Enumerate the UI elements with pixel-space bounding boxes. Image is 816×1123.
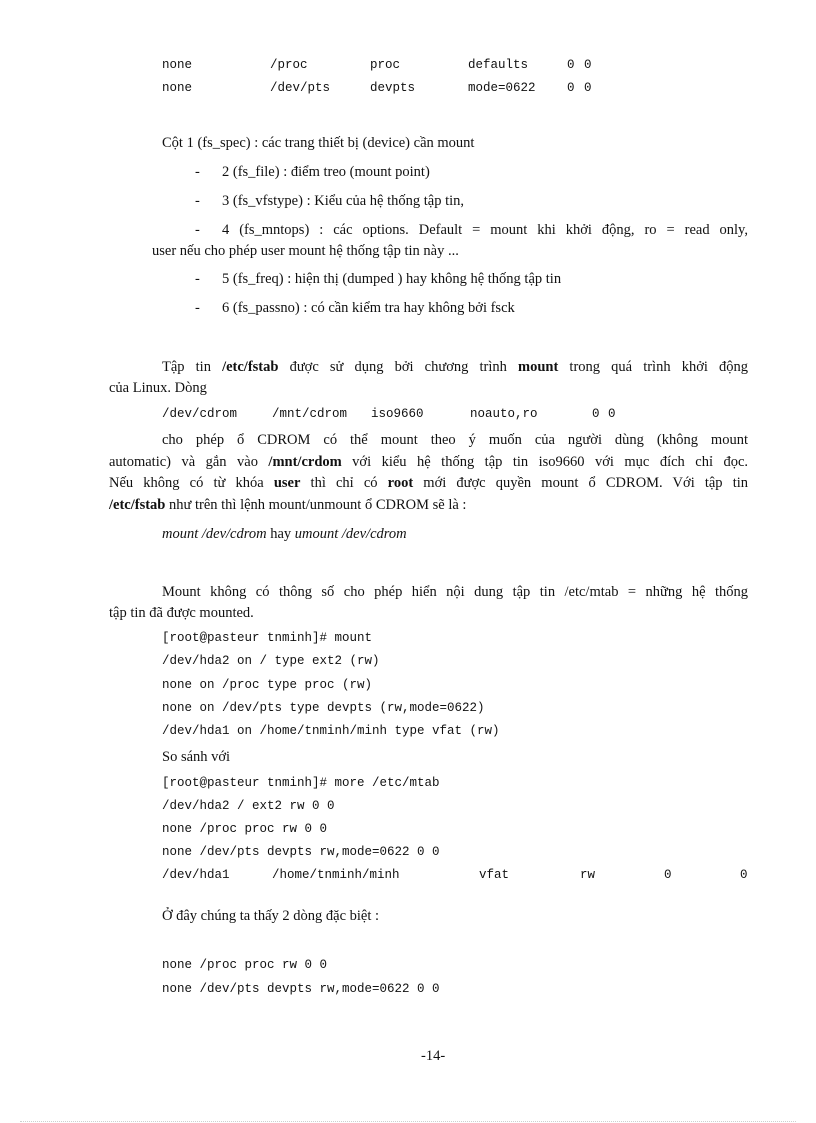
mtab-type: vfat xyxy=(479,868,510,882)
bullet-dash: - xyxy=(195,164,200,180)
mount-output-line: none on /dev/pts type devpts (rw,mode=0622) xyxy=(162,701,485,715)
bullet-dash: - xyxy=(195,271,200,287)
mtab-file: /home/tnminh/minh xyxy=(272,868,400,882)
column-2-description: 2 (fs_file) : điểm treo (mount point) xyxy=(222,164,430,180)
page-number: -14- xyxy=(421,1048,446,1064)
fstab-pass: 0 xyxy=(584,58,592,72)
fstab-opts: mode=0622 xyxy=(468,81,536,95)
mtab-output-line: /dev/hda2 / ext2 rw 0 0 xyxy=(162,799,335,813)
mount-output-line: /dev/hda1 on /home/tnminh/minh type vfat (rw) xyxy=(162,724,500,738)
paragraph-cdrom-line4: /etc/fstab như trên thì lệnh mount/unmount ổ CDROM sẽ là : xyxy=(109,497,467,513)
cdrom-file: /mnt/cdrom xyxy=(272,407,348,421)
fstab-spec: none xyxy=(162,81,193,95)
paragraph-cdrom-line3: Nếu không có từ khóa user thì chỉ có root mới được quyền mount ổ CDROM. Với tập tin xyxy=(109,475,748,491)
mtab-output-line: none /dev/pts devpts rw,mode=0622 0 0 xyxy=(162,845,440,859)
bullet-dash: - xyxy=(195,300,200,316)
column-3-description: 3 (fs_vfstype) : Kiểu của hệ thống tập tin, xyxy=(222,193,465,209)
paragraph-cdrom-line2: automatic) và gắn vào /mnt/crdom với kiểu hệ thống tập tin iso9660 với mục đích chỉ đọc. xyxy=(109,454,749,470)
mount-output-line: none on /proc type proc (rw) xyxy=(162,678,373,692)
fstab-dump: 0 xyxy=(567,58,575,72)
mtab-opts: rw xyxy=(580,868,596,882)
special-line: none /dev/pts devpts rw,mode=0622 0 0 xyxy=(162,982,440,996)
paragraph-mount-mtab-line2: tập tin đã được mounted. xyxy=(109,605,254,621)
fstab-spec: none xyxy=(162,58,193,72)
fstab-pass: 0 xyxy=(584,81,592,95)
column-5-description: 5 (fs_freq) : hiện thị (dumped ) hay không hệ thống tập tin xyxy=(222,271,562,287)
mtab-output-line: [root@pasteur tnminh]# more /etc/mtab xyxy=(162,776,440,790)
fstab-opts: defaults xyxy=(468,58,529,72)
paragraph-cdrom-line1: cho phép ổ CDROM có thể mount theo ý muốn của người dùng (không mount xyxy=(162,432,748,448)
mtab-spec: /dev/hda1 xyxy=(162,868,230,882)
fstab-file: /proc xyxy=(270,58,308,72)
cdrom-type: iso9660 xyxy=(371,407,424,421)
column-1-description: Cột 1 (fs_spec) : các trang thiết bị (device) cần mount xyxy=(162,135,475,151)
mount-output-line: [root@pasteur tnminh]# mount xyxy=(162,631,373,645)
fstab-type: proc xyxy=(370,58,401,72)
fstab-dump: 0 xyxy=(567,81,575,95)
mount-command-line: mount /dev/cdrom hay umount /dev/cdrom xyxy=(162,526,407,542)
special-line: none /proc proc rw 0 0 xyxy=(162,958,328,972)
mtab-output-line: none /proc proc rw 0 0 xyxy=(162,822,328,836)
bullet-dash: - xyxy=(195,222,200,238)
mtab-dump: 0 xyxy=(664,868,672,882)
column-6-description: 6 (fs_passno) : có cần kiểm tra hay không bởi fsck xyxy=(222,300,515,316)
compare-label: So sánh với xyxy=(162,749,231,765)
mount-output-line: /dev/hda2 on / type ext2 (rw) xyxy=(162,654,380,668)
cdrom-opts: noauto,ro xyxy=(470,407,538,421)
fstab-file: /dev/pts xyxy=(270,81,331,95)
paragraph-fstab-usage-line2: của Linux. Dòng xyxy=(109,380,207,396)
cdrom-dump: 0 xyxy=(592,407,600,421)
column-4-continuation: user nếu cho phép user mount hệ thống tập tin này ... xyxy=(152,243,459,259)
fstab-type: devpts xyxy=(370,81,416,95)
mtab-pass: 0 xyxy=(740,868,748,882)
column-4-description: 4 (fs_mntops) : các options. Default = mount khi khởi động, ro = read only, xyxy=(222,222,748,238)
cdrom-pass: 0 xyxy=(608,407,616,421)
bullet-dash: - xyxy=(195,193,200,209)
cdrom-spec: /dev/cdrom xyxy=(162,407,238,421)
special-lines-label: Ở đây chúng ta thấy 2 dòng đặc biệt : xyxy=(162,908,380,924)
page-bottom-divider xyxy=(20,1121,796,1122)
paragraph-mount-mtab: Mount không có thông số cho phép hiển nội dung tập tin /etc/mtab = những hệ thống xyxy=(162,584,748,600)
paragraph-fstab-usage: Tập tin /etc/fstab được sử dụng bởi chương trình mount trong quá trình khởi động xyxy=(162,359,749,375)
